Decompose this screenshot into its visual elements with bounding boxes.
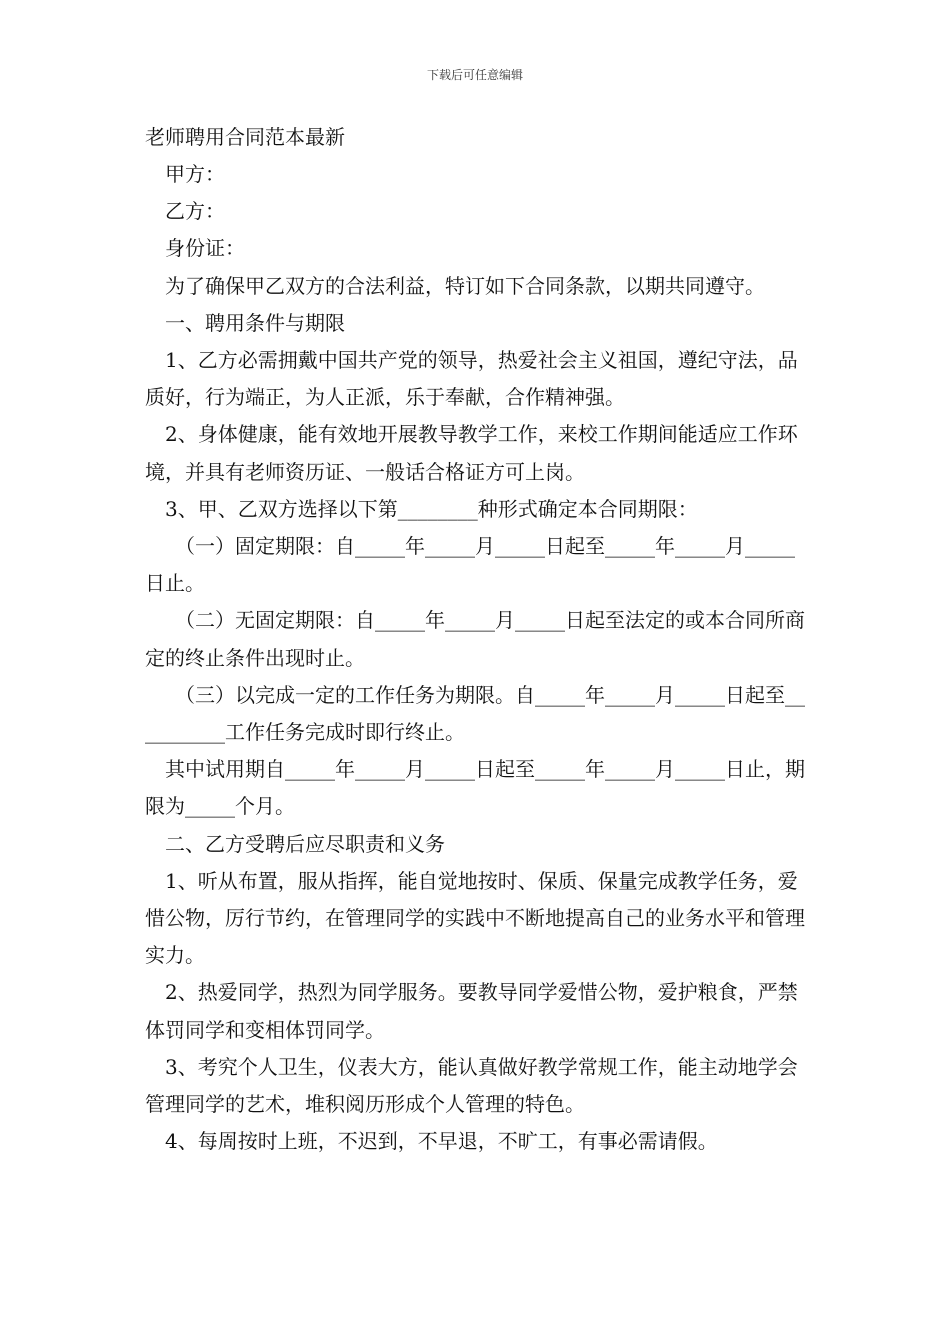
clause-paragraph: 2、身体健康，能有效地开展教导教学工作，来校工作期间能适应工作环境，并具有老师资历证、一般话合格证方可上岗。 (145, 422, 798, 484)
duty-paragraph: 2、热爱同学，热烈为同学服务。要教导同学爱惜公物，爱护粮食，严禁体罚同学和变相体罚同学。 (145, 980, 798, 1042)
party-a-line: 甲方： (165, 162, 225, 186)
term-option-paragraph: （二）无固定期限：自_____年_____月_____日起至法定的或本合同所商定的终止条件出现时止。 (145, 608, 805, 670)
section-heading-2: 二、乙方受聘后应尽职责和义务 (165, 831, 445, 856)
document-title: 老师聘用合同范本最新 (145, 125, 345, 149)
party-b-line: 乙方： (165, 199, 225, 224)
id-card-line: 身份证： (165, 236, 245, 261)
page-header-note: 下载后可任意编辑 (426, 68, 523, 82)
preamble-paragraph: 为了确保甲乙双方的合法利益，特订如下合同条款，以期共同遵守。 (165, 273, 765, 298)
probation-paragraph: 其中试用期自_____年_____月_____日起至_____年_____月_____日止，期限为_____个月。 (145, 757, 805, 819)
term-option-paragraph: （三）以完成一定的工作任务为期限。自_____年_____月_____日起至__________工作任务完成时即行终止。 (145, 682, 805, 745)
document-body (145, 156, 809, 1160)
duty-paragraph: 1、听从布置，服从指挥，能自觉地按时、保质、保量完成教学任务，爱惜公物，厉行节约，在管理同学的实践中不断地提高自己的业务水平和管理实力。 (145, 868, 805, 968)
term-option-paragraph: （一）固定期限：自_____年_____月_____日起至_____年_____月_____日止。 (145, 534, 795, 596)
clause-paragraph: 1、乙方必需拥戴中国共产党的领导，热爱社会主义祖国，遵纪守法，品质好，行为端正，为人正派，乐于奉献，合作精神强。 (145, 348, 798, 410)
section-heading-1: 一、聘用条件与期限 (165, 310, 345, 335)
duty-paragraph: 4、每周按时上班，不迟到，不早退，不旷工，有事必需请假。 (165, 1129, 718, 1154)
duty-paragraph: 3、考究个人卫生，仪表大方，能认真做好教学常规工作，能主动地学会管理同学的艺术，堆积阅历形成个人管理的特色。 (145, 1054, 798, 1117)
clause-paragraph: 3、甲、乙双方选择以下第________种形式确定本合同期限： (165, 496, 698, 521)
